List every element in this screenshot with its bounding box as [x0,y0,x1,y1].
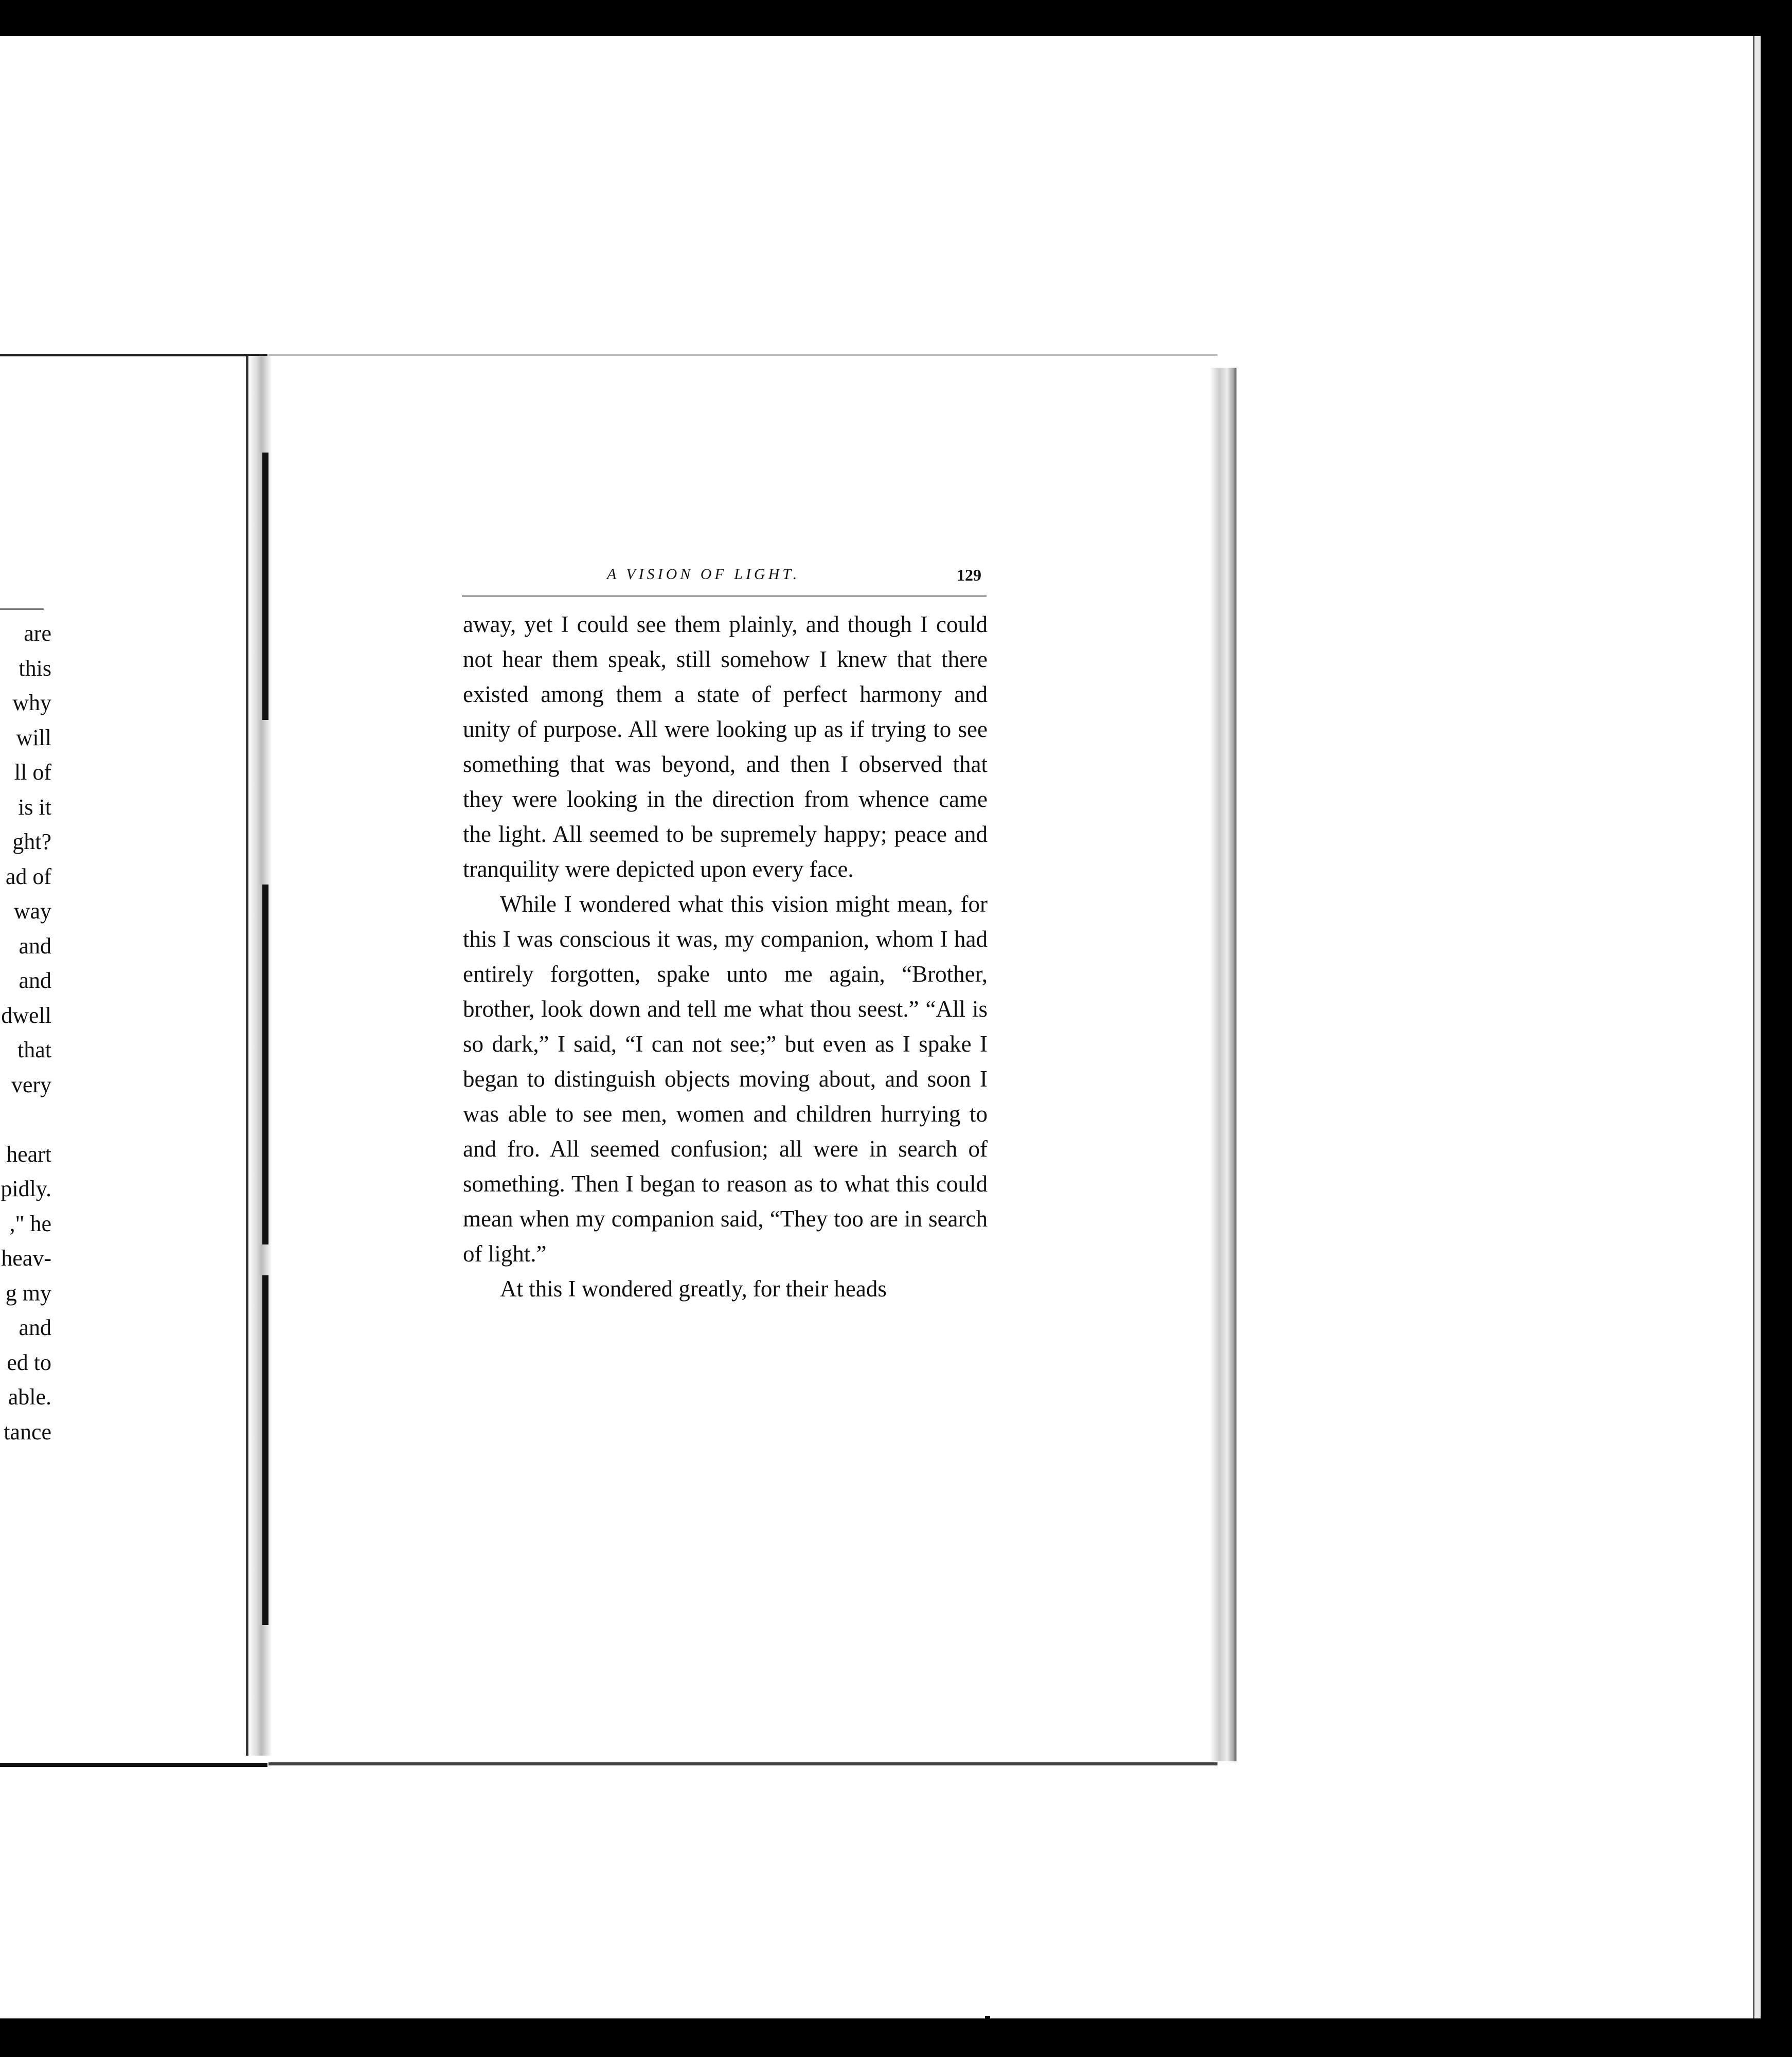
facing-page-left [0,354,267,1767]
paragraph: At this I wondered greatly, for their heads [500,1276,887,1302]
paragraph: While I wondered what this vision might mean, for this I was conscious it was, my companion, whom I had entirely forgotten, spake unto me again, “Brother, brother, look down and tell me what thou seest.” “All is so dark,” I said, “I can not see;” but even as I spake I began to distinguish objects moving about, and soon I was able to see men, women and children hurrying to and fro. All seemed confusion; all were in search of something. Then I began to reason as to what this could mean when my companion said, “They too are in search of light.” [463,891,988,1267]
left-line: ," he [9,1211,51,1236]
left-line: and [19,968,51,993]
left-line: very [11,1072,51,1097]
left-line: tance [4,1419,51,1445]
left-head-rule [0,608,44,610]
left-page-text [0,616,51,1449]
gutter-shadow [262,885,268,1244]
left-line: that [17,1037,51,1062]
left-line: able. [8,1384,51,1410]
left-line: g my [5,1280,51,1306]
page-body [463,607,988,1306]
left-line: heav- [1,1246,51,1271]
left-line: dwell [1,1002,51,1028]
left-line [0,1102,51,1137]
left-line: why [12,690,51,715]
running-head: A VISION OF LIGHT. [607,566,800,583]
page-edge [1210,368,1237,1761]
left-line: and [19,1315,51,1340]
left-line: pidly. [1,1176,51,1201]
left-line: way [13,898,51,924]
sheet-edge [1753,36,1761,2018]
left-line: are [24,621,51,646]
left-line: heart [6,1141,51,1167]
page-number: 129 [957,566,981,584]
gutter-shadow [262,453,268,720]
left-line: ll of [14,760,51,785]
left-line: and [19,933,51,959]
left-line: this [19,655,51,681]
left-line: ad of [5,863,51,889]
head-rule [462,596,987,597]
left-line: ght? [12,829,51,854]
left-line: will [16,725,51,750]
left-line: ed to [7,1349,51,1375]
paragraph: away, yet I could see them plainly, and though I could not hear them speak, still somehow I knew that there existed among them a state of perfect harmony and unity of purpose. All were looking up as if trying to see something that was beyond, and then I observed that they were looking in the direction from whence came the light. All seemed to be supremely happy; peace and tranquility were depicted upon every face. [463,611,988,882]
left-line: is it [18,794,51,820]
scan-mark [985,2016,990,2057]
gutter-shadow [262,1275,268,1625]
